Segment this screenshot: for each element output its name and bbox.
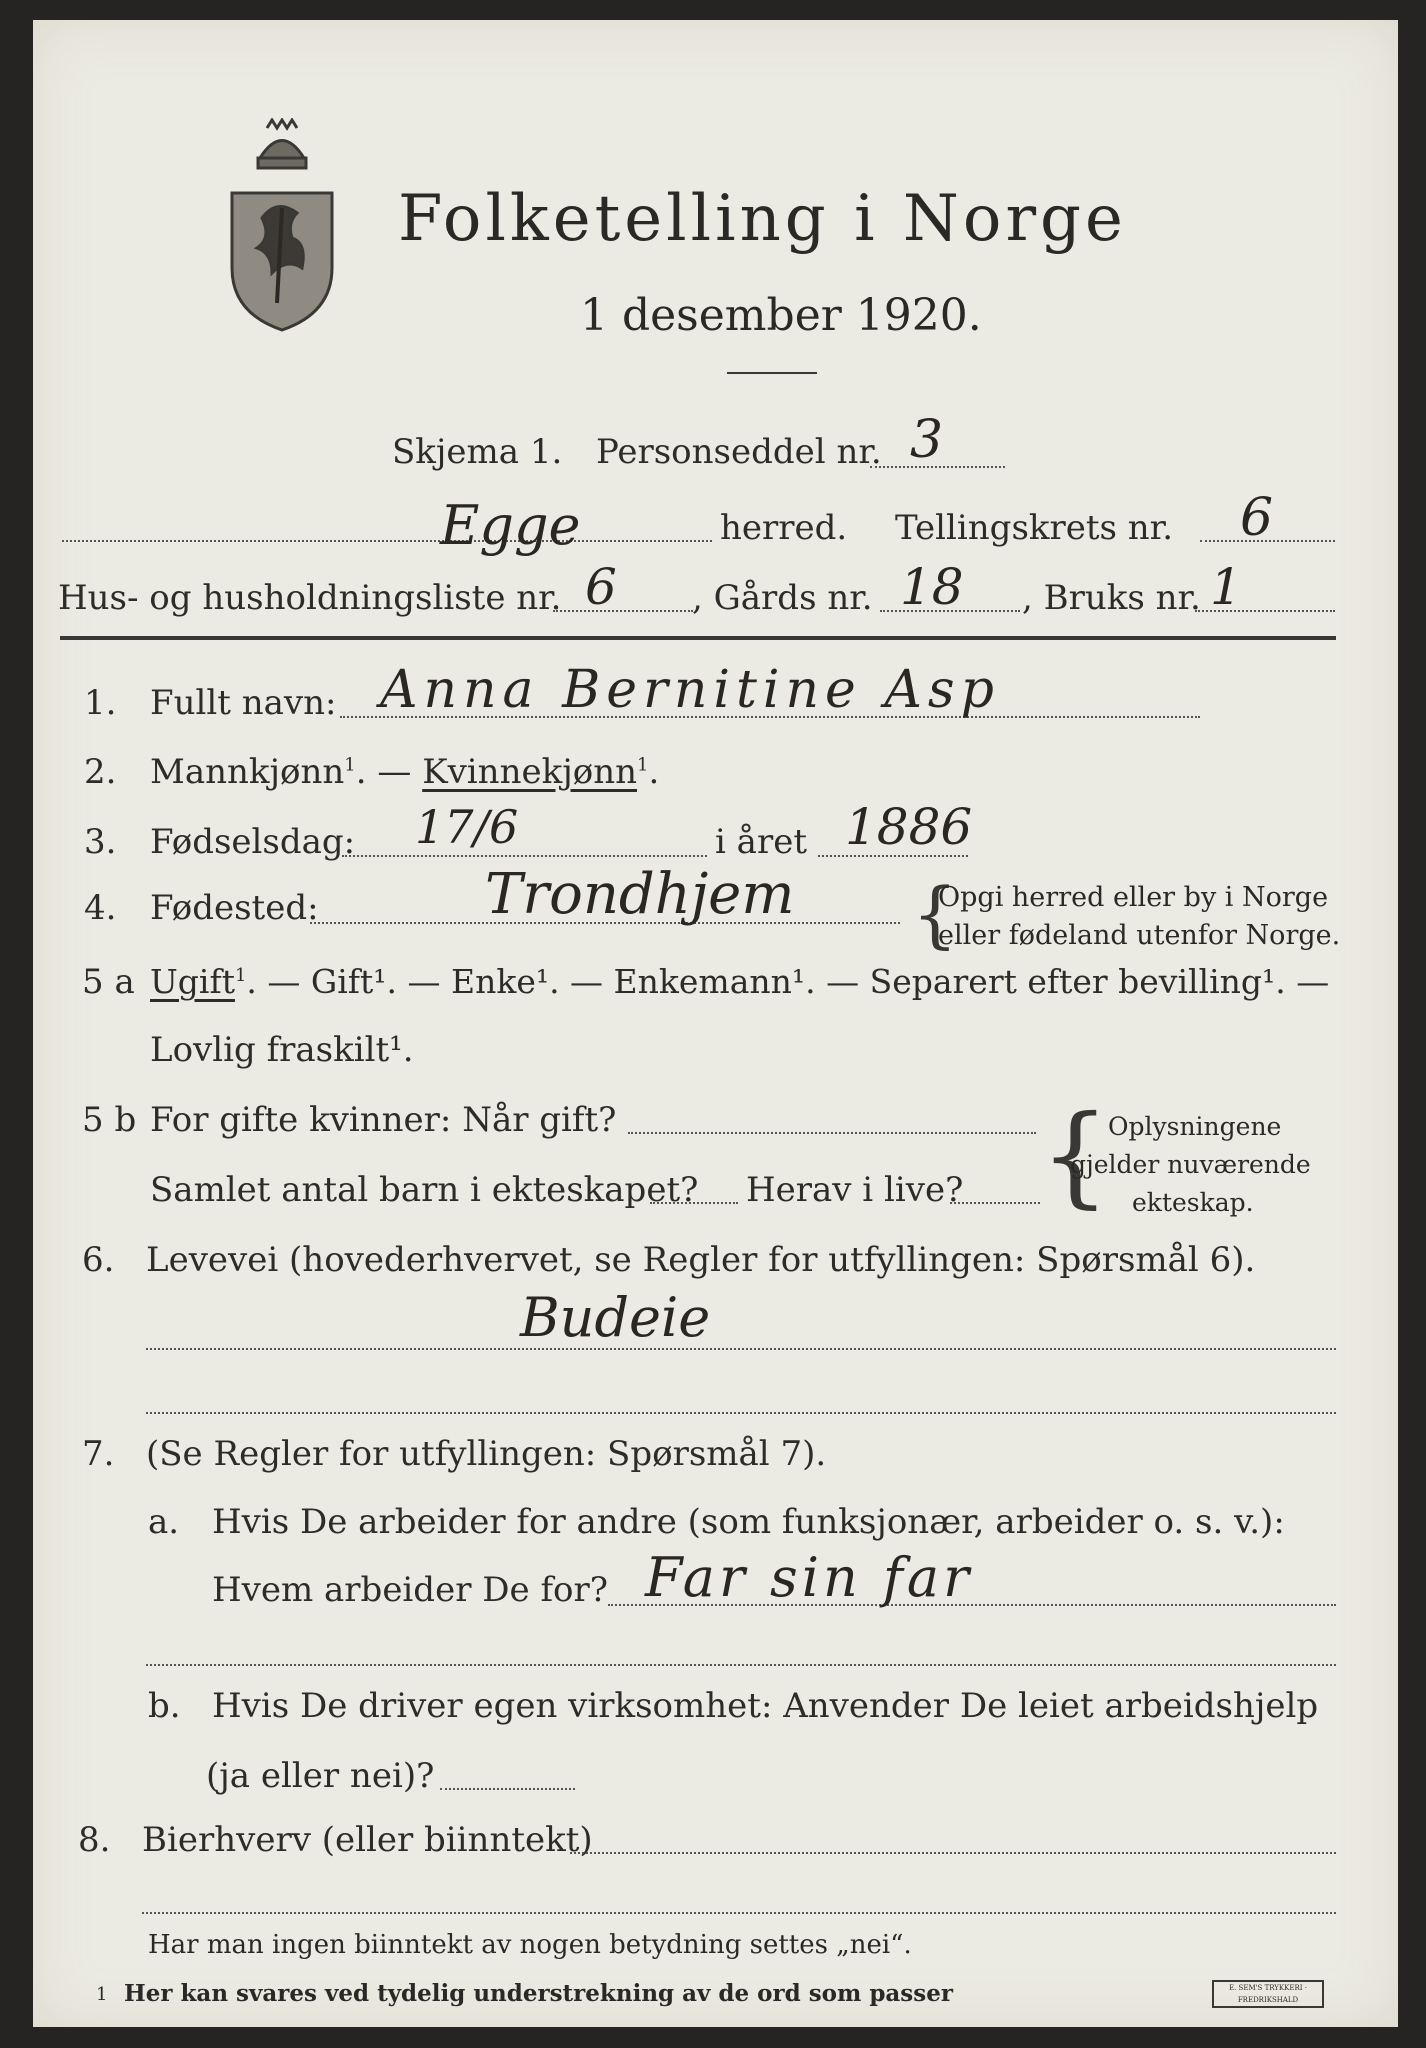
q7b-line1: Hvis De driver egen virksomhet: Anvender De leiet arbeidshjelp <box>212 1686 1319 1726</box>
employer-value: Far sin far <box>645 1546 973 1609</box>
birthday-value: 17/6 <box>415 800 519 854</box>
herred-label: herred. <box>720 508 848 548</box>
q4-label: Fødested: <box>150 888 319 928</box>
occupation-value: Budeie <box>520 1286 711 1349</box>
personseddel-value: 3 <box>910 410 944 470</box>
header-separator <box>60 636 1336 640</box>
q5b-number: 5 b <box>82 1100 137 1140</box>
hus-value: 6 <box>585 558 617 616</box>
title-divider <box>727 372 817 374</box>
q2-number: 2. <box>84 752 117 792</box>
q5b-line1: For gifte kvinner: Når gift? <box>150 1100 617 1140</box>
birthplace-value: Trondhjem <box>485 862 795 927</box>
q3-label: Fødselsdag: <box>150 822 356 862</box>
q5a-line2: Lovlig fraskilt¹. <box>150 1030 414 1070</box>
q8-number: 8. <box>78 1820 111 1860</box>
personseddel-label: Personseddel nr. <box>596 432 882 472</box>
form-title: Folketelling i Norge <box>398 182 1127 256</box>
tellingskrets-label: Tellingskrets nr. <box>895 508 1174 548</box>
q5b-line2b: Herav i live? <box>746 1170 964 1210</box>
q3-number: 3. <box>84 822 117 862</box>
q5a-marital-options: Ugift$^1$. — Gift¹. — Enke¹. — Enkemann¹. — Separert efter bevilling¹. — <box>150 962 1330 1001</box>
q5b-note-line2: gjelder nuværende <box>1070 1150 1311 1179</box>
form-date: 1 desember 1920. <box>580 290 982 341</box>
year-label: i året <box>715 822 807 862</box>
footer-note: Har man ingen biinntekt av nogen betydning settes „nei“. <box>148 1930 912 1960</box>
gards-label: , Gårds nr. <box>692 578 873 618</box>
herred-value: Egge <box>440 494 581 557</box>
q7b-line2: (ja eller nei)? <box>206 1756 435 1796</box>
q5b-note-line1: Oplysningene <box>1108 1112 1282 1141</box>
male-option: Mannkjønn <box>150 752 345 792</box>
tellingskrets-value: 6 <box>1240 488 1274 548</box>
footnote-text: Her kan svares ved tydelig understrekning av de ord som passer <box>124 1980 953 2007</box>
q7a-line2: Hvem arbeider De for? <box>212 1570 608 1610</box>
q7-label: (Se Regler for utfyllingen: Spørsmål 7). <box>146 1434 827 1474</box>
q4-number: 4. <box>84 888 117 928</box>
q8-label: Bierhverv (eller biinntekt) <box>142 1820 593 1860</box>
q6-label: Levevei (hovederhvervet, se Regler for utfyllingen: Spørsmål 6). <box>146 1240 1256 1280</box>
q6-number: 6. <box>82 1240 115 1280</box>
printer-stamp: E. SEM'S TRYKKERI · FREDRIKSHALD <box>1212 1980 1324 2008</box>
gards-value: 18 <box>900 558 964 616</box>
bruks-value: 1 <box>1210 558 1242 616</box>
ugift-option: Ugift <box>150 962 235 1001</box>
footnote-mark: 1 <box>96 1984 108 2005</box>
female-option: Kvinnekjønn <box>422 752 637 792</box>
birth-year-value: 1886 <box>845 798 973 856</box>
q5b-note-line3: ekteskap. <box>1132 1188 1254 1217</box>
q7-number: 7. <box>82 1434 115 1474</box>
q5a-number: 5 a <box>82 962 135 1002</box>
q1-label: Fullt navn: <box>150 683 337 723</box>
hus-label: Hus- og husholdningsliste nr. <box>58 578 562 618</box>
skjema-label: Skjema 1. <box>392 432 563 472</box>
bruks-label: , Bruks nr. <box>1022 578 1201 618</box>
q7b-letter: b. <box>148 1686 181 1726</box>
q5b-line2a: Samlet antal barn i ekteskapet? <box>150 1170 699 1210</box>
q4-note-line2: eller fødeland utenfor Norge. <box>938 920 1341 951</box>
full-name-value: Anna Bernitine Asp <box>380 660 1000 720</box>
q2-sex-options: Mannkjønn$^1$. — Kvinnekjønn$^1$. <box>150 752 660 792</box>
q1-number: 1. <box>84 683 117 723</box>
q7a-line1: Hvis De arbeider for andre (som funksjonær, arbeider o. s. v.): <box>212 1502 1285 1542</box>
q7a-letter: a. <box>148 1502 180 1542</box>
norway-coat-of-arms-icon <box>222 118 342 333</box>
q4-note-line1: Opgi herred eller by i Norge <box>938 882 1329 913</box>
